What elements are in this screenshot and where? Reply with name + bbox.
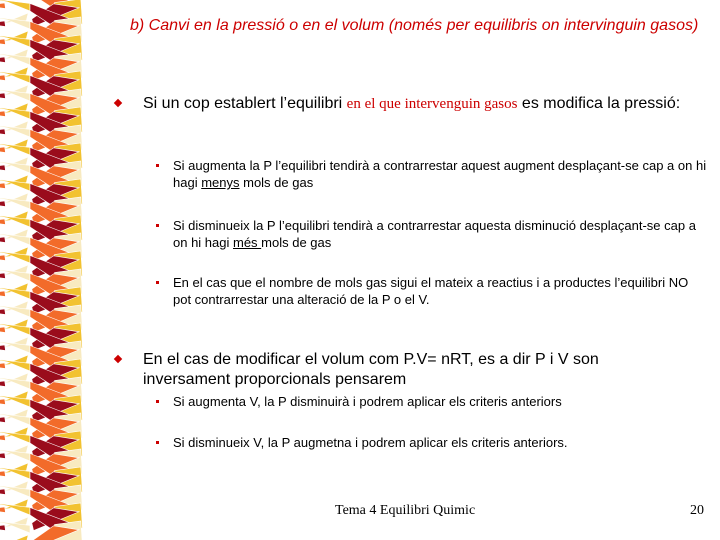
spiral-segment — [0, 525, 6, 531]
section2-paragraph: En el cas de modificar el volum com P.V= nRT, es a dir P i V son inversament proporcionals pensarem — [143, 351, 599, 388]
spiral-segment — [0, 381, 6, 387]
spiral-segment — [0, 111, 6, 117]
sub-bullet-dot-icon — [156, 441, 159, 444]
spiral-segment — [0, 345, 6, 351]
section1-text-red: en el que intervenguin gasos — [346, 96, 518, 112]
item-text: Si augmenta la P l’equilibri tendirà a contrarrestar aquest augment desplaçant-se cap a on hi hagi — [173, 158, 707, 190]
spiral-segment — [0, 291, 6, 297]
spiral-segment — [0, 219, 6, 225]
spiral-segment — [0, 3, 6, 9]
decorative-spiral-border — [0, 0, 120, 540]
spiral-segment — [0, 507, 6, 513]
spiral-segment — [0, 363, 6, 369]
slide-title: b) Canvi en la pressió o en el volum (només per equilibris on intervinguin gasos) — [130, 17, 699, 34]
section1-text-after: es modifica la pressió: — [517, 95, 681, 112]
spiral-segment — [0, 453, 6, 459]
item-text-end: mols de gas — [261, 235, 332, 250]
spiral-segment — [0, 273, 6, 279]
spiral-segment — [0, 309, 6, 315]
spiral-segment — [0, 471, 6, 477]
spiral-segment — [0, 535, 28, 540]
spiral-segment — [0, 165, 6, 171]
spiral-segment — [0, 147, 6, 153]
spiral-segment — [0, 57, 6, 63]
spiral-segment — [0, 129, 6, 135]
section1-paragraph — [143, 94, 683, 114]
sub-bullet-dot-icon — [156, 281, 159, 284]
spiral-segment — [0, 435, 6, 441]
sub-bullet-dot-icon — [156, 224, 159, 227]
spiral-segment — [0, 75, 6, 81]
section2-item-2: Si disminueix V, la P augmetna i podrem aplicar els criteris anteriors. — [173, 435, 568, 450]
item-text: Si disminueix la P l’equilibri tendirà a contrarrestar aquesta disminució desplaçant-se cap a on hi hagi — [173, 218, 696, 250]
spiral-segment — [0, 201, 6, 207]
spiral-segment — [0, 417, 6, 423]
section1-item-2 — [173, 217, 708, 251]
spiral-segment — [0, 399, 6, 405]
item-underlined-word: més — [233, 235, 262, 250]
sub-bullet-dot-icon — [156, 400, 159, 403]
section1-item-1 — [173, 157, 708, 191]
item-underlined-word: menys — [201, 175, 240, 190]
spiral-segment — [0, 255, 6, 261]
sub-bullet-dot-icon — [156, 164, 159, 167]
spiral-segment — [0, 327, 6, 333]
spiral-segment — [0, 183, 6, 189]
section2-item-1: Si augmenta V, la P disminuirà i podrem aplicar els criteris anteriors — [173, 394, 562, 409]
spiral-segment — [0, 237, 6, 243]
footer-text: Tema 4 Equilibri Quimic — [335, 503, 476, 518]
spiral-segment — [0, 39, 6, 45]
page-number: 20 — [690, 503, 704, 518]
item-text-end: mols de gas — [239, 175, 314, 190]
spiral-segment — [0, 21, 6, 27]
section1-text-before: Si un cop establert l’equilibri — [143, 95, 347, 112]
section1-item-3: En el cas que el nombre de mols gas sigui el mateix a reactius i a productes l’equilibri NO pot contrarrestar una alteració de la P o el V. — [173, 275, 689, 307]
spiral-segment — [0, 489, 6, 495]
spiral-segment — [0, 93, 6, 99]
